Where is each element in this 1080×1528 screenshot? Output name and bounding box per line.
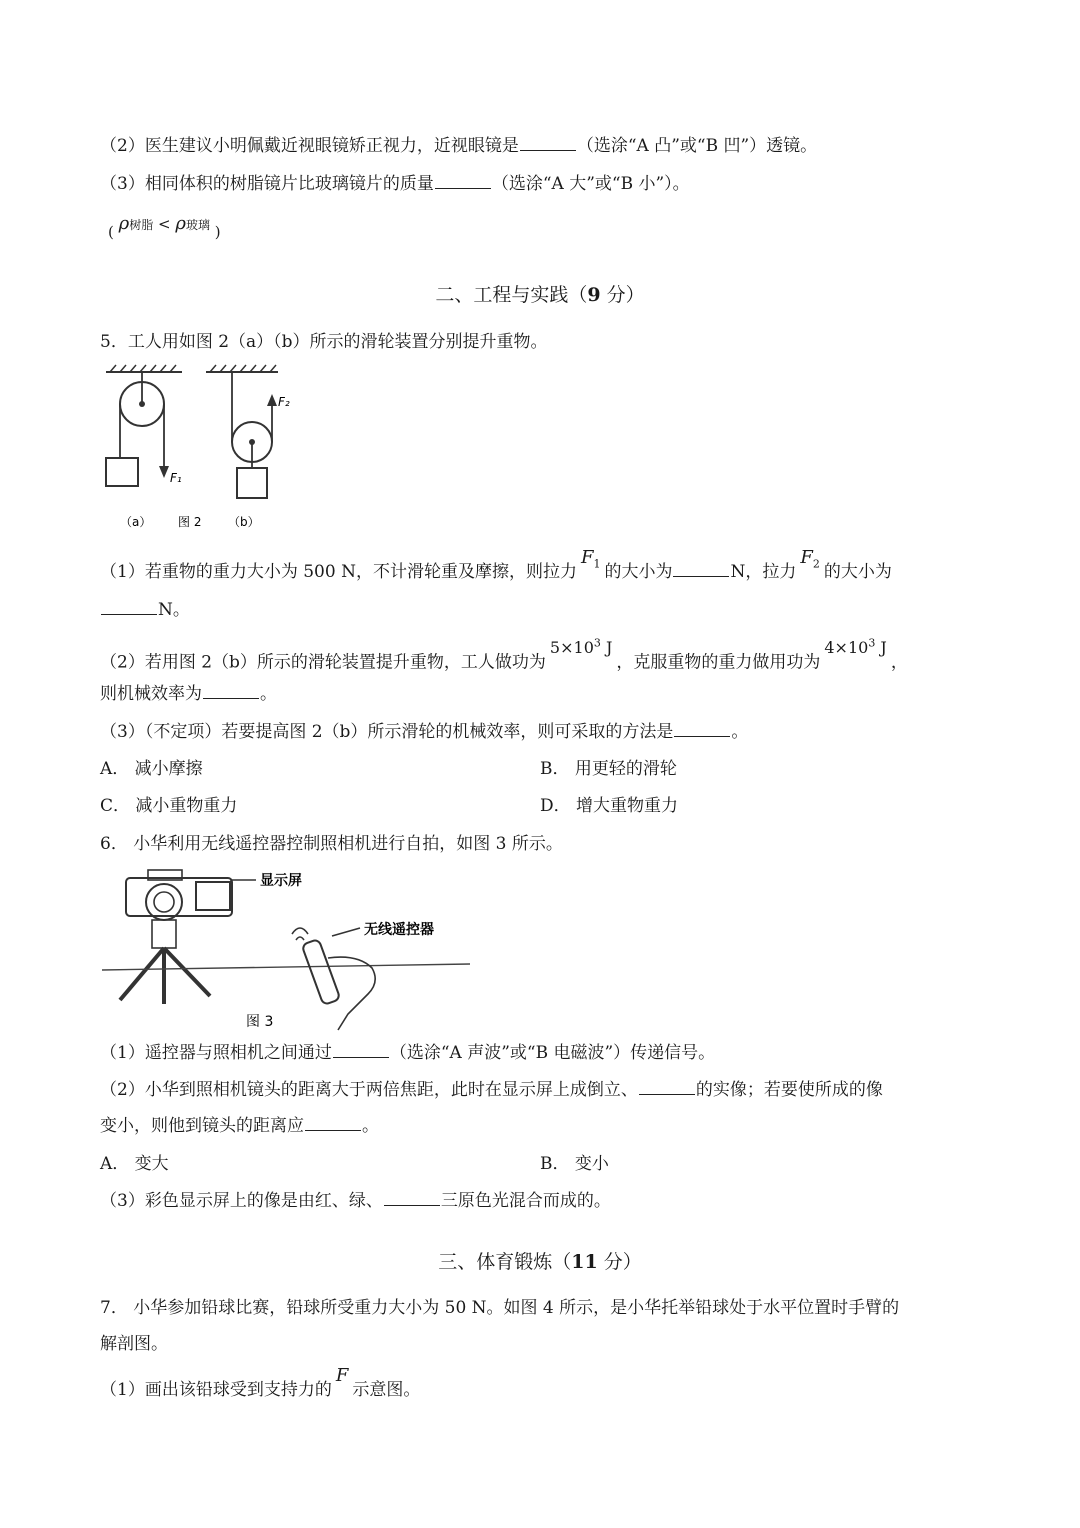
q5-part2: （2）若用图 2（b）所示的滑轮装置提升重物，工人做功为$5\times 10^3$ J，克服重物的重力做用功为$4\times 10^3$ J， — [100, 637, 908, 673]
answer-blank[interactable] — [639, 1080, 695, 1095]
signal-waves-icon — [292, 928, 308, 940]
q5-stem: 5．工人用如图 2（a）（b）所示的滑轮装置分别提升重物。 — [100, 332, 548, 352]
q5-part1-cont: N。 — [100, 598, 190, 622]
weight-block-a — [106, 458, 138, 486]
answer-blank[interactable] — [305, 1116, 361, 1131]
remote-control — [302, 939, 341, 1005]
q4-part2: （2）医生建议小明佩戴近视眼镜矫正视力，近视眼镜是 （选涂“A 凸”或“B 凹”）透镜。 — [100, 136, 818, 156]
f1-label: F₁ — [170, 471, 182, 485]
q7-stem-cont: 解剖图。 — [100, 1334, 168, 1354]
svg-text:图 2: 图 2 — [178, 515, 202, 529]
svg-text:（a）: （a） — [120, 515, 152, 529]
remote-label: 无线遥控器 — [364, 922, 434, 938]
answer-blank[interactable] — [435, 174, 491, 189]
display-screen — [196, 882, 230, 910]
camera-lens — [146, 884, 182, 920]
f2-label: F₂ — [278, 395, 290, 409]
q7-stem: 7． 小华参加铅球比赛，铅球所受重力大小为 50 N。如图 4 所示，是小华托举铅球处于水平位置时手臂的 — [100, 1298, 900, 1318]
q7-part1: （1）画出该铅球受到支持力的F示意图。 — [100, 1365, 421, 1400]
answer-blank[interactable] — [101, 600, 157, 615]
q5-option-c[interactable]: C． 减小重物重力 — [100, 796, 238, 816]
q6-part2-cont: 变小，则他到镜头的距离应 。 — [100, 1116, 379, 1136]
answer-blank[interactable] — [384, 1191, 440, 1206]
section-heading-3: 三、体育锻炼（11 分） — [438, 1251, 642, 1273]
answer-blank[interactable] — [333, 1043, 389, 1058]
display-label: 显示屏 — [260, 873, 302, 889]
q5-part2-cont: 则机械效率为 。 — [100, 684, 277, 704]
q6-stem: 6． 小华利用无线遥控器控制照相机进行自拍，如图 3 所示。 — [100, 834, 563, 854]
q5-option-b[interactable]: B． 用更轻的滑轮 — [540, 759, 677, 779]
weight-block-b — [237, 468, 267, 498]
answer-blank[interactable] — [520, 136, 576, 151]
q6-part1: （1）遥控器与照相机之间通过 （选涂“A 声波”或“B 电磁波”）传递信号。 — [100, 1043, 716, 1063]
q6-option-b[interactable]: B． 变小 — [540, 1154, 609, 1174]
q5-option-a[interactable]: A． 减小摩擦 — [100, 759, 203, 779]
answer-blank[interactable] — [203, 684, 259, 699]
answer-blank[interactable] — [673, 562, 729, 577]
camera-figure — [100, 862, 480, 1034]
q6-part2: （2）小华到照相机镜头的距离大于两倍焦距，此时在显示屏上成倒立、 的实像；若要使所成的像 — [100, 1080, 883, 1100]
section-heading-2: 二、工程与实践（9 分） — [435, 284, 645, 306]
density-hint: ( ρ树脂 < ρ玻璃 ) — [108, 213, 221, 241]
q6-part3: （3）彩色显示屏上的像是由红、绿、 三原色光混合而成的。 — [100, 1191, 611, 1211]
hand — [328, 957, 375, 1030]
answer-blank[interactable] — [674, 722, 730, 737]
q4-part3: （3）相同体积的树脂镜片比玻璃镜片的质量 （选涂“A 大”或“B 小”）。 — [100, 174, 690, 194]
figure-caption: 图 3 — [246, 1014, 274, 1030]
q5-part3: （3）（不定项）若要提高图 2（b）所示滑轮的机械效率，则可采取的方法是 。 — [100, 722, 749, 742]
q6-option-a[interactable]: A． 变大 — [100, 1154, 169, 1174]
q5-option-d[interactable]: D． 增大重物重力 — [540, 796, 679, 816]
pulley-figure — [100, 362, 300, 538]
svg-text:（b）: （b） — [228, 515, 260, 529]
q5-part1: （1）若重物的重力大小为 500 N，不计滑轮重及摩擦，则拉力$F_1$ 的大小为 N，拉力$F_2$ 的大小为 — [100, 547, 892, 582]
